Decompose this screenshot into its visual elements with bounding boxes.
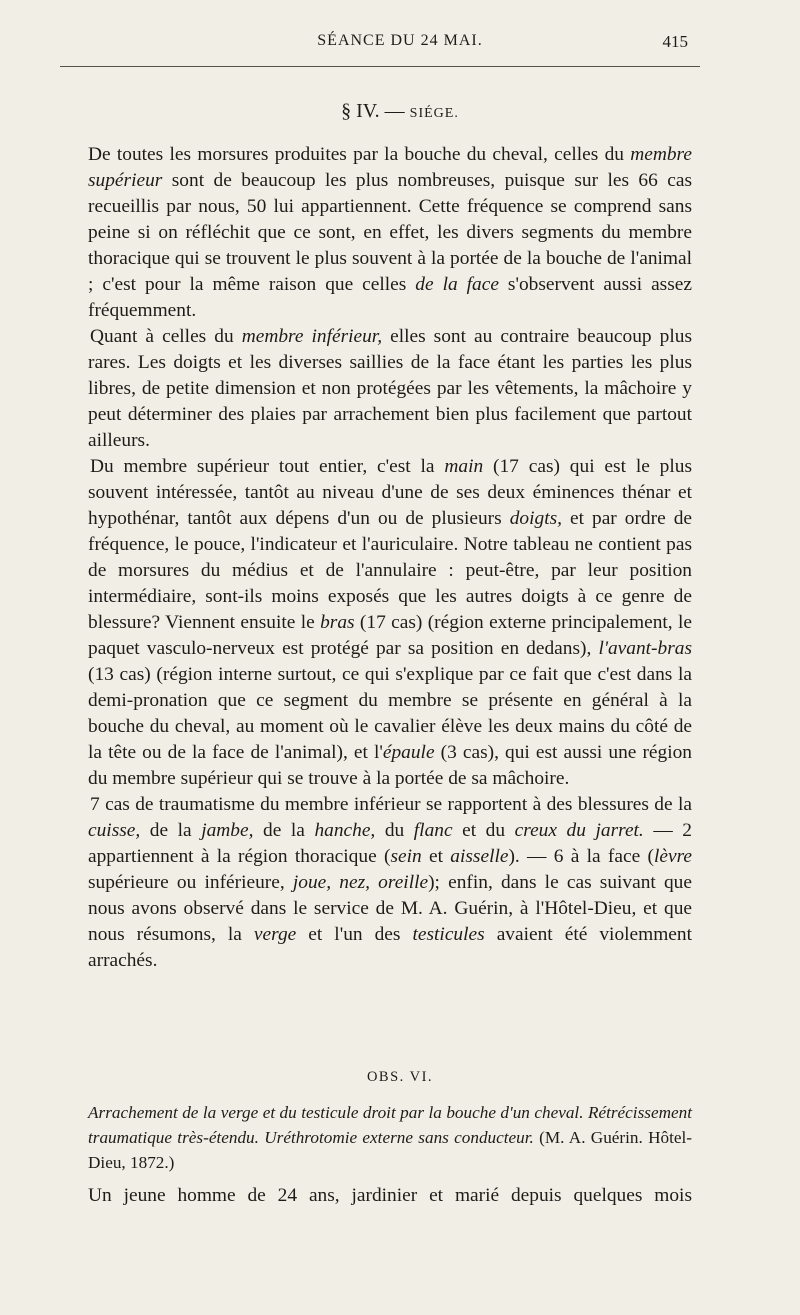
observation-first-line: Un jeune homme de 24 ans, jardinier et marié depuis quelques mois xyxy=(88,1185,692,1206)
header-rule xyxy=(60,66,700,67)
text-run: sont de beaucoup les plus nombreuses, puisque sur les 66 cas recueillis par nous, 50 lui appartiennent. Cette fréquence se comprend sans peine si on réfléchit que ce sont, en effet, les divers segments du membre thoracique qui se trouvent le plus souvent à la portée de la bouche de l'animal ; c'est pour la même raison que celles xyxy=(88,170,692,295)
paragraph xyxy=(88,142,692,324)
paragraph xyxy=(88,454,692,792)
italic-term: sein xyxy=(390,846,422,867)
italic-term: épaule xyxy=(382,742,435,763)
paragraph xyxy=(88,324,692,454)
observation-summary-text: Arrachement de la verge et du testicule droit par la bouche d'un cheval. Rétrécissement traumatique très-étendu. Uréthrotomie externe sans conducteur. xyxy=(88,1103,692,1147)
text-run: — 2 appartiennent à la région thoracique ( xyxy=(88,820,692,867)
running-title: SÉANCE DU 24 MAI. xyxy=(317,32,483,49)
section-marker: § IV. — xyxy=(341,100,410,122)
italic-term: bras xyxy=(320,612,355,633)
text-run: de la xyxy=(140,820,202,841)
italic-term: lèvre xyxy=(653,846,693,867)
italic-term: verge xyxy=(253,924,297,945)
text-run: elles sont au contraire beaucoup plus rares. Les doigts et les diverses saillies de la face étant les parties les plus libres, de petite dimension et non protégées par les vêtements, la mâchoire y peut déterminer des plaies par arrachement bien plus facilement que partout ailleurs. xyxy=(88,326,692,451)
observation-summary xyxy=(88,1100,692,1175)
italic-term: hanche, xyxy=(314,820,376,841)
italic-term: membre supérieur xyxy=(88,144,692,191)
running-head xyxy=(0,30,800,60)
text-run: s'observent aussi assez fréquemment. xyxy=(88,274,692,321)
italic-term: de la face xyxy=(415,274,499,295)
section-heading xyxy=(0,100,800,123)
observation-source: (M. A. Guérin. Hôtel-Dieu, 1872.) xyxy=(88,1128,693,1172)
italic-term: doigts, xyxy=(509,508,562,529)
italic-term: cuisse, xyxy=(88,820,141,841)
text-run: Quant à celles du xyxy=(90,326,242,347)
text-run: et xyxy=(421,846,451,867)
italic-term: aisselle xyxy=(450,846,509,867)
italic-term: testicules xyxy=(412,924,485,945)
italic-term: creux du jarret. xyxy=(514,820,644,841)
observation-title: OBS. VI. xyxy=(366,1069,434,1085)
italic-term: membre inférieur, xyxy=(241,326,383,347)
text-run: (3 cas), qui est aussi une région du membre supérieur qui se trouve à la portée de sa mâchoire. xyxy=(88,742,692,789)
text-run: (17 cas) qui est le plus souvent intéressée, tantôt au niveau d'une de ses deux éminences thénar et hypothénar, tantôt aux dépens d'un ou de plusieurs xyxy=(88,456,692,529)
italic-term: main xyxy=(444,456,484,477)
text-run: De toutes les morsures produites par la bouche du cheval, celles du xyxy=(88,144,631,165)
text-run: (13 cas) (région interne surtout, ce qui s'explique par ce fait que c'est dans la demi-pronation que ce segment du membre se présente en général à la bouche du cheval, au moment où le cavalier élève les deux mains du côté de la tête ou de la face de l'animal), et l' xyxy=(88,664,692,763)
text-run: (17 cas) (région externe principalement, le paquet vasculo-nerveux est protégé par sa position en dedans), xyxy=(88,612,692,659)
text-run: de la xyxy=(253,820,315,841)
section-title: SIÉGE. xyxy=(409,106,459,121)
text-run: du xyxy=(375,820,414,841)
italic-term: flanc xyxy=(413,820,453,841)
page-number: 415 xyxy=(662,32,688,51)
text-run: ). — 6 à la face ( xyxy=(508,846,654,867)
text-run: ); enfin, dans le cas suivant que nous avons observé dans le service de M. A. Guérin, à l'Hôtel-Dieu, et que nous résumons, la xyxy=(88,872,692,945)
text-run: Du membre supérieur tout entier, c'est la xyxy=(90,456,445,477)
text-run: supérieure ou inférieure, xyxy=(88,872,293,893)
italic-term: jambe, xyxy=(201,820,254,841)
italic-term: l'avant-bras xyxy=(598,638,692,659)
paragraph xyxy=(88,792,692,974)
italic-term: joue, nez, oreille xyxy=(292,872,429,893)
body-text xyxy=(88,142,692,974)
text-run: et du xyxy=(452,820,515,841)
text-run: avaient été violemment arrachés. xyxy=(88,924,692,971)
text-run: et par ordre de fréquence, le pouce, l'indicateur et l'auriculaire. Notre tableau ne contient pas de morsures du médius et de l'annulaire : peut-être, par leur position intermédiaire, sont-ils moins exposés que les autres doigts à ce genre de blessure? Viennent ensuite le xyxy=(88,508,693,633)
text-run: 7 cas de traumatisme du membre inférieur se rapportent à des blessures de la xyxy=(90,794,692,815)
text-run: et l'un des xyxy=(296,924,413,945)
